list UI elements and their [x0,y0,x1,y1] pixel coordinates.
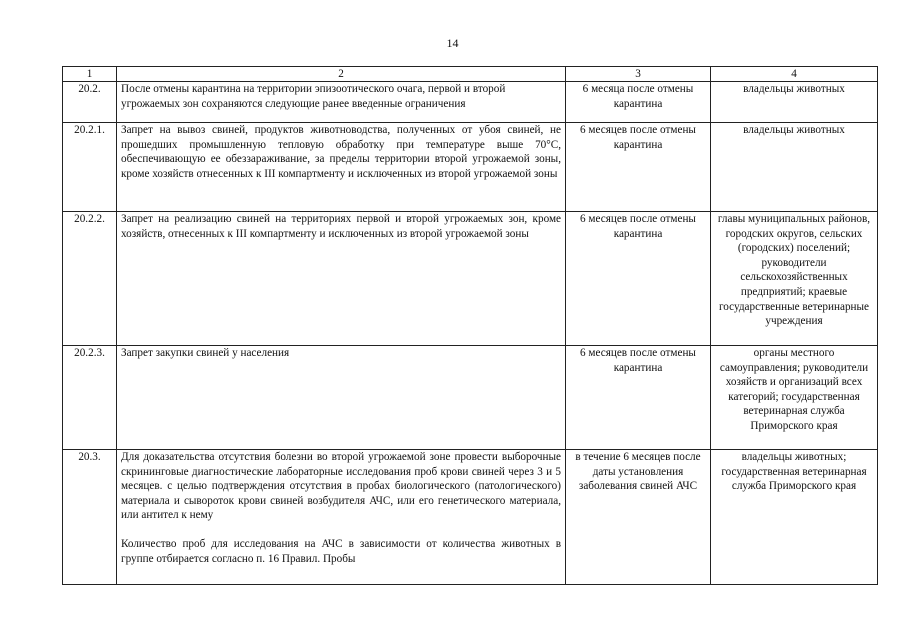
table-row [63,82,878,123]
item-responsible: органы местного самоуправления; руководители хозяйств и организаций всех категорий; государственная ветеринарная служба Приморского края [711,346,878,450]
item-description: Для доказательства отсутствия болезни во второй угрожаемой зоне провести выборочные скрининговые диагностические лабораторные исследования проб крови свиней через 3 и 5 месяцев. с целью подтверждения отсутствия в пробах биологического (патологического) материала и сывороток крови свиней возбудителя АЧС, или его генетического материала, или антител к нему [121,451,561,522]
item-description: После отмены карантина на территории эпизоотического очага, первой и второй угрожаемых зон сохраняются следующие ранее введенные ограничения [117,82,566,123]
item-description: Запрет на реализацию свиней на территориях первой и второй угрожаемых зон, кроме хозяйств, отнесенных к III компартменту и исключенных из второй угрожаемой зоны [117,212,566,346]
column-header-number: 1 [63,67,117,82]
item-responsible: владельцы животных [711,123,878,212]
item-description-block [117,450,566,585]
column-header-responsible: 4 [711,67,878,82]
page-number: 14 [446,36,459,50]
item-number: 20.2.2. [63,212,117,346]
item-term: в течение 6 месяцев после даты установления заболевания свиней АЧС [566,450,711,585]
table-header-row [63,67,878,82]
item-description: Запрет закупки свиней у населения [117,346,566,450]
item-term: 6 месяцев после отмены карантина [566,212,711,346]
item-number: 20.2.3. [63,346,117,450]
item-number: 20.3. [63,450,117,585]
table-row [63,212,878,346]
table-row [63,123,878,212]
item-term: 6 месяцев после отмены карантина [566,123,711,212]
item-responsible: владельцы животных; государственная ветеринарная служба Приморского края [711,450,878,585]
item-description-continued: Количество проб для исследования на АЧС в зависимости от количества животных в группе отбирается согласно п. 16 Правил. Пробы [121,537,561,565]
item-number: 20.2. [63,82,117,123]
item-responsible: главы муниципальных районов, городских округов, сельских (городских) поселений; руководители сельскохозяйственных предприятий; краевые государственные ветеринарные учреждения [711,212,878,346]
measures-table [62,66,878,585]
item-term: 6 месяцев после отмены карантина [566,346,711,450]
table-row [63,450,878,585]
item-number: 20.2.1. [63,123,117,212]
table-row [63,346,878,450]
column-header-description: 2 [117,67,566,82]
paragraph-gap [121,523,561,537]
column-header-term: 3 [566,67,711,82]
item-responsible: владельцы животных [711,82,878,123]
item-description: Запрет на вывоз свиней, продуктов животноводства, полученных от убоя свиней, не прошедших промышленную тепловую обработку при температуре выше 70°С, обеспечивающую ее обеззараживание, за пределы территории второй угрожаемой зоны, кроме хозяйств отнесенных к III компартменту и исключенных из второй угрожаемой зоны [117,123,566,212]
item-term: 6 месяца после отмены карантина [566,82,711,123]
